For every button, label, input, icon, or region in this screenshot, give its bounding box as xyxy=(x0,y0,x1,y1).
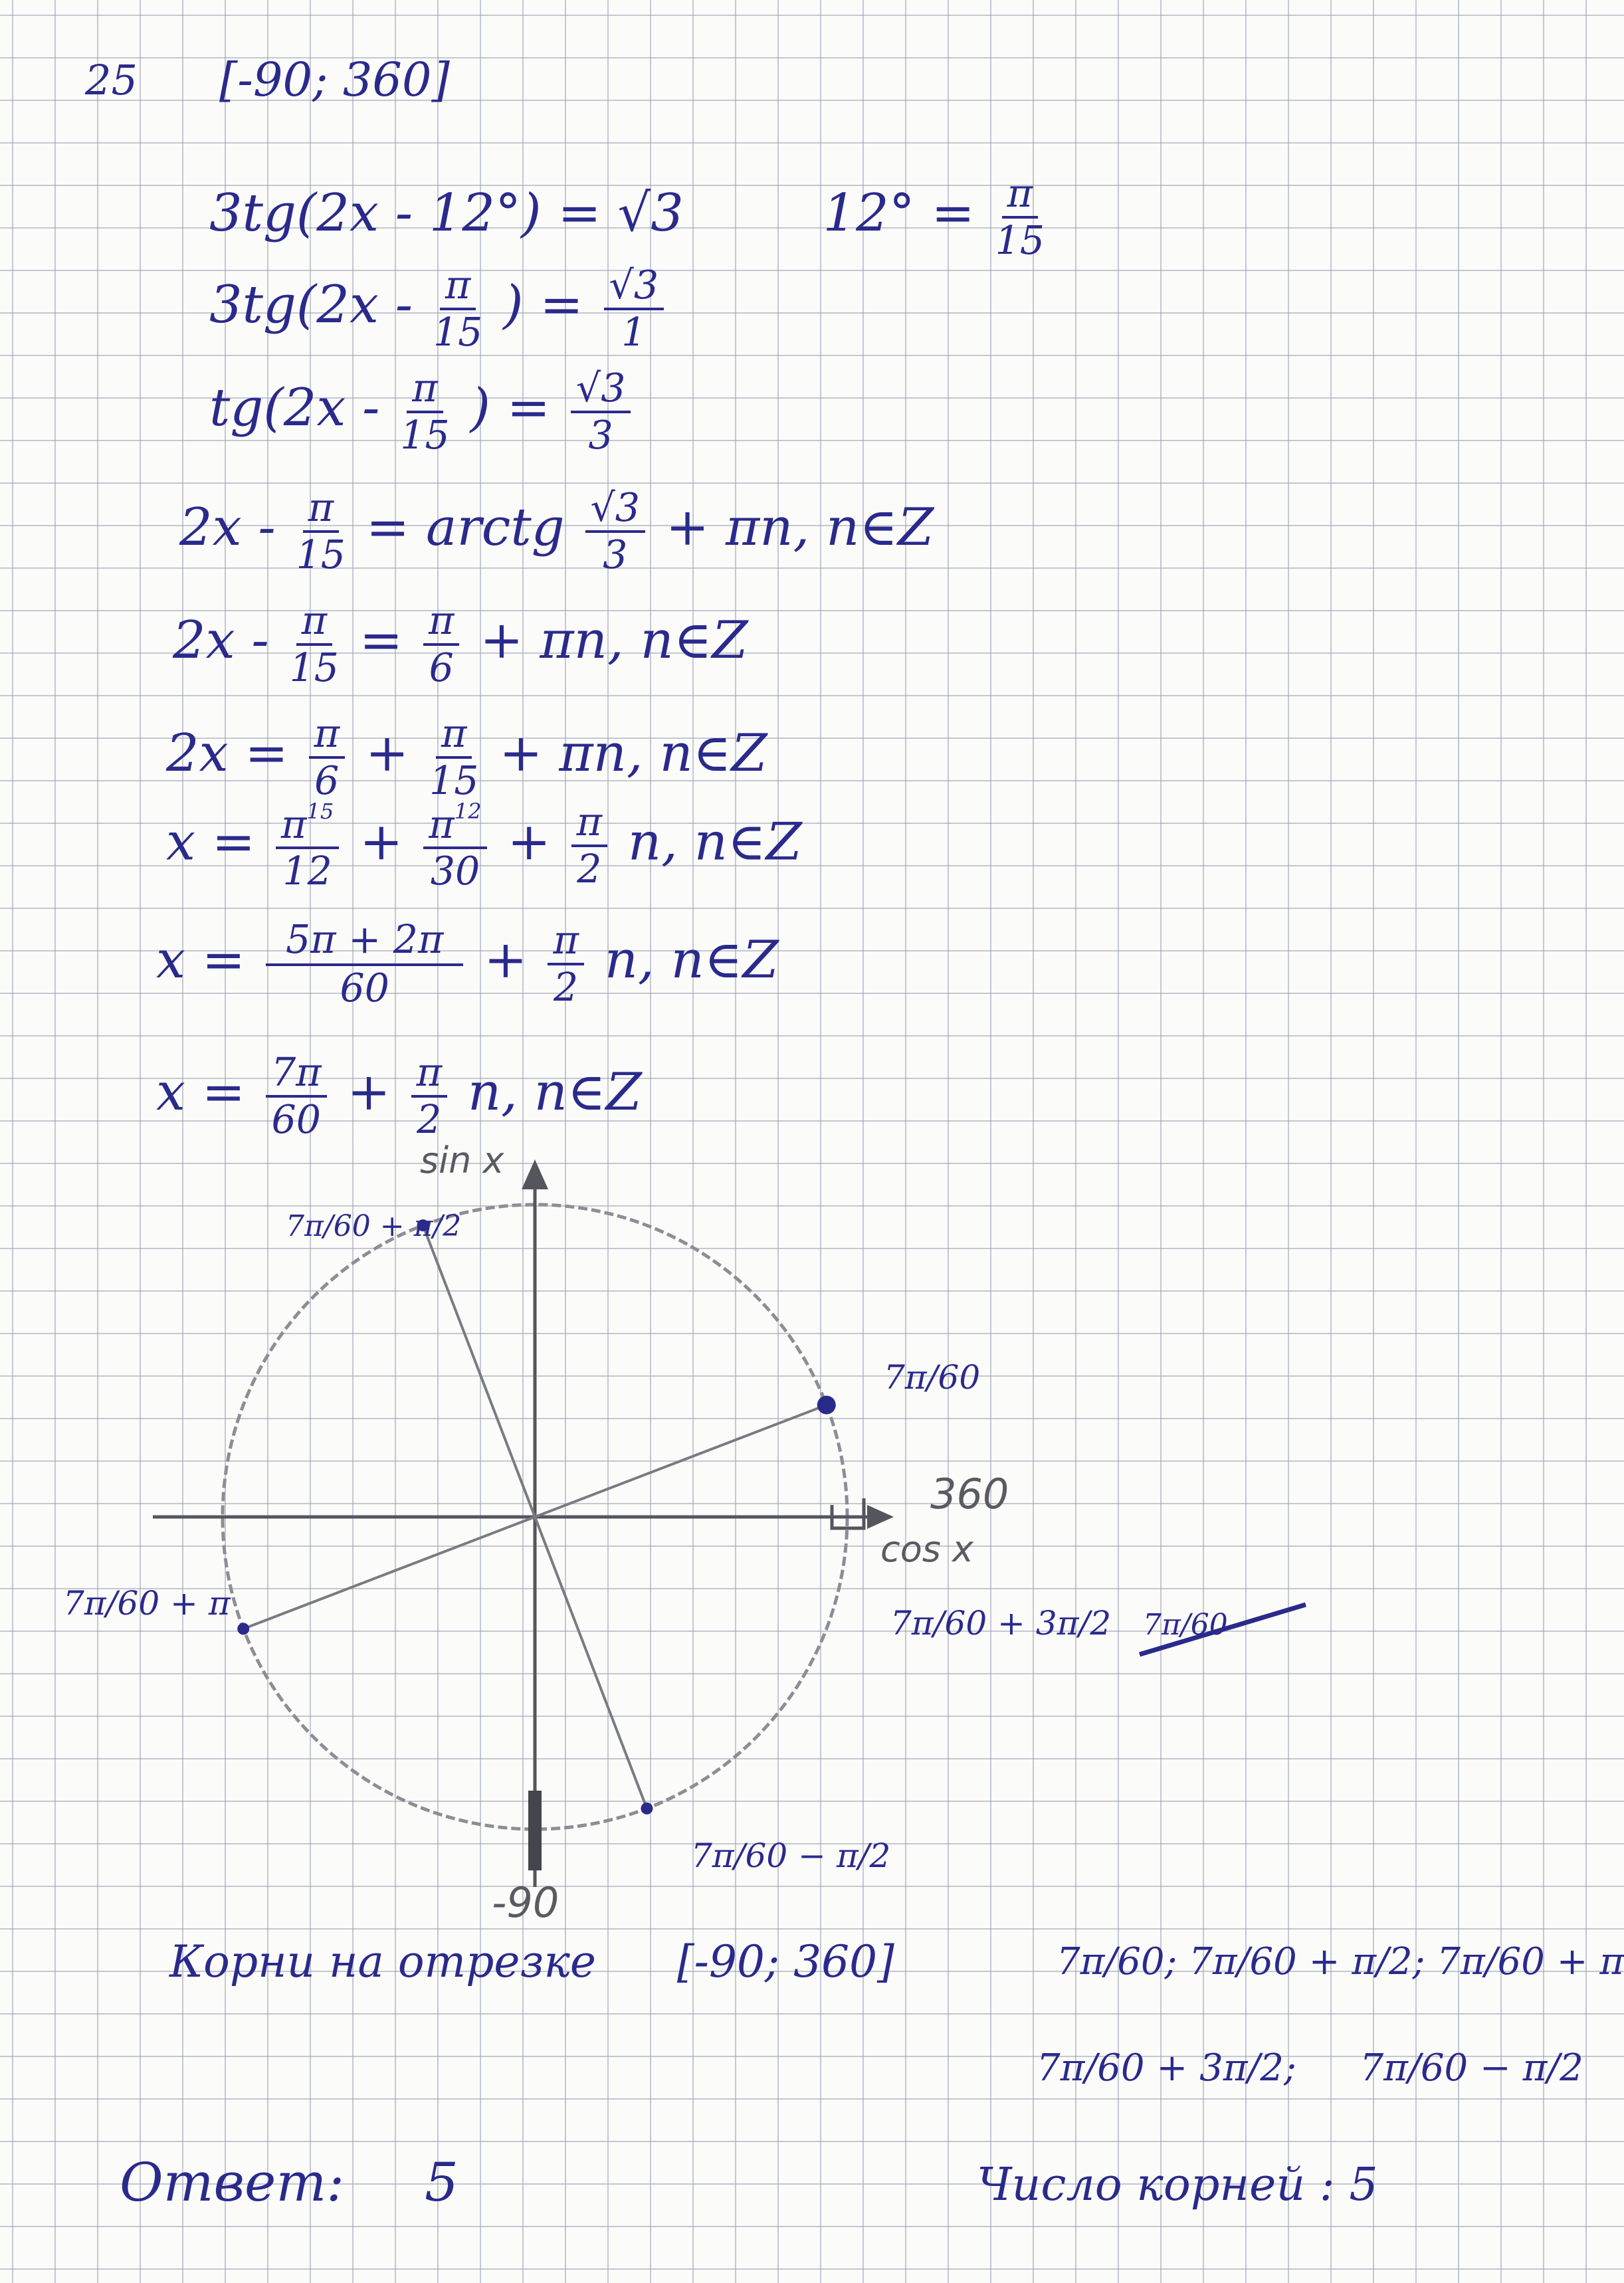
fraction-pi-15 xyxy=(433,262,483,355)
problem-interval: [-90; 360] xyxy=(219,52,450,107)
fraction-pi-2 xyxy=(548,918,583,1010)
eq7-lhs: x = xyxy=(166,812,256,872)
eq1-lhs: 3tg(2x - 12°) = √3 xyxy=(209,183,684,243)
roots-interval: [-90; 360] xyxy=(676,1936,894,1987)
eq8-plus: + xyxy=(484,930,528,990)
frac-num: √3 xyxy=(571,369,631,413)
sin-axis-label: sin x xyxy=(420,1140,504,1181)
eq7-tail: n, n∈Z xyxy=(627,812,802,872)
frac-den: 30 xyxy=(430,848,480,894)
frac-den: 15 xyxy=(433,309,483,355)
count-value: 5 xyxy=(1349,2159,1378,2211)
point-label-7pi-60: 7π/60 xyxy=(884,1358,981,1397)
multiplier-12: 12 xyxy=(454,799,482,824)
frac-num: π xyxy=(1002,174,1038,219)
fraction-pi-15 xyxy=(400,365,450,458)
answer-label: Ответ: xyxy=(120,2151,345,2213)
fraction-pi-12 xyxy=(276,799,339,894)
frac-den: 6 xyxy=(314,757,340,803)
frac-num: π xyxy=(296,601,332,646)
eq7-plus: + xyxy=(359,812,403,872)
fraction-pi-2 xyxy=(411,1050,447,1142)
eq8-tail: n, n∈Z xyxy=(604,930,779,990)
eq3-lhs: tg(2x - xyxy=(209,378,380,438)
radius-line xyxy=(243,1517,535,1629)
label-360: 360 xyxy=(930,1470,1009,1518)
frac-den: 15 xyxy=(995,217,1045,263)
fraction-7pi-60 xyxy=(266,1050,327,1142)
frac-den: 3 xyxy=(603,532,628,577)
multiplier-15: 15 xyxy=(306,799,334,824)
equation-line-1 xyxy=(209,171,1049,263)
pi: π xyxy=(280,801,307,847)
frac-num: 5π + 2π xyxy=(266,920,464,966)
frac-num: √3 xyxy=(604,266,664,310)
frac-num: π xyxy=(309,714,345,759)
cos-axis-arrow xyxy=(867,1505,894,1529)
fraction-pi-15 xyxy=(289,598,340,690)
root-5: 7π/60 − π/2 xyxy=(1360,2046,1583,2090)
frac-num: π xyxy=(411,1053,447,1098)
point-label-7pi-60-minus-pi-2: 7π/60 − π/2 xyxy=(691,1836,891,1875)
root-count-line xyxy=(977,2159,1378,2211)
eq5-equals: = xyxy=(359,611,403,670)
solution-point xyxy=(817,1396,836,1415)
frac-num: 7π xyxy=(266,1053,327,1098)
fraction-pi-2 xyxy=(571,799,607,892)
frac-num xyxy=(423,801,486,849)
fraction-pi-15 xyxy=(995,171,1045,263)
equation-line-7 xyxy=(166,799,802,894)
label-minus-90: -90 xyxy=(492,1878,559,1927)
roots-list-row-2 xyxy=(1037,2046,1583,2090)
eq5-lhs: 2x - xyxy=(173,611,269,670)
frac-den: 15 xyxy=(400,412,450,458)
problem-number: 25 xyxy=(85,56,138,104)
root-4: 7π/60 + 3π/2; xyxy=(1037,2046,1296,2090)
frac-den: 2 xyxy=(554,964,579,1010)
frac-num: π xyxy=(407,369,443,413)
radius-line xyxy=(535,1405,827,1517)
frac-den: 1 xyxy=(621,309,647,355)
eq7-plus2: + xyxy=(507,812,551,872)
eq6-tail: + πn, n∈Z xyxy=(499,724,767,783)
frac-num: π xyxy=(440,266,476,310)
root-3: 7π/60 + π xyxy=(1437,1940,1624,1983)
eq1-conversion: 12° = xyxy=(823,183,975,243)
equation-line-2 xyxy=(209,262,668,355)
root-2: 7π/60 + π/2; xyxy=(1189,1940,1425,1983)
unit-circle-diagram xyxy=(0,1130,1601,1953)
equation-line-4 xyxy=(179,485,934,577)
frac-num: √3 xyxy=(585,488,646,533)
fraction-sqrt3-3 xyxy=(585,485,646,577)
eq2-lhs: 3tg(2x - xyxy=(209,275,413,335)
frac-num: π xyxy=(303,488,339,533)
crossed-out-label: 7π/60 xyxy=(1143,1608,1228,1642)
frac-num: π xyxy=(571,803,607,847)
fraction-sqrt3-3 xyxy=(571,365,631,458)
radius-line xyxy=(423,1225,535,1517)
roots-label: Корни на отрезке xyxy=(169,1936,596,1987)
eq4-lhs: 2x - xyxy=(179,498,276,557)
eq4-tail: + πn, n∈Z xyxy=(665,498,934,557)
frac-den: 15 xyxy=(296,532,346,577)
fraction-pi-6 xyxy=(309,711,345,803)
sin-axis-arrow xyxy=(522,1159,548,1189)
radius-line xyxy=(535,1517,647,1809)
frac-num xyxy=(276,801,339,849)
equation-line-3 xyxy=(209,365,635,458)
frac-num: π xyxy=(423,601,459,646)
frac-den: 15 xyxy=(429,757,479,803)
eq6-plus: + xyxy=(365,724,409,783)
eq2-equals: ) = xyxy=(503,275,583,335)
frac-den: 3 xyxy=(588,412,613,458)
count-label: Число корней : xyxy=(977,2159,1335,2211)
frac-den: 60 xyxy=(340,965,389,1011)
eq6-lhs: 2x = xyxy=(166,724,288,783)
equation-line-8 xyxy=(156,917,779,1011)
equation-line-6 xyxy=(166,711,767,803)
eq9-lhs: x = xyxy=(156,1062,246,1122)
fraction-pi-15 xyxy=(429,711,479,803)
eq4-arctg: = arctg xyxy=(365,498,565,557)
frac-num: π xyxy=(548,921,583,965)
point-label-7pi-60-plus-pi-2: 7π/60 + π/2 xyxy=(286,1209,462,1243)
fraction-sqrt3-1 xyxy=(604,262,664,355)
root-1: 7π/60; xyxy=(1057,1940,1177,1983)
frac-den: 12 xyxy=(282,848,332,894)
fraction-pi-15 xyxy=(296,485,346,577)
eq9-tail: n, n∈Z xyxy=(467,1062,642,1122)
eq5-tail: + πn, n∈Z xyxy=(480,611,748,670)
eq8-lhs: x = xyxy=(156,930,246,990)
roots-list-row-1 xyxy=(1057,1940,1624,1983)
frac-den: 60 xyxy=(271,1096,321,1142)
equation-line-9 xyxy=(156,1050,642,1142)
point-label-7pi-60-plus-pi: 7π/60 + π xyxy=(63,1584,231,1623)
roots-statement xyxy=(169,1936,894,1987)
point-label-7pi-60-plus-3pi-2: 7π/60 + 3π/2 xyxy=(890,1604,1112,1642)
eq3-equals: ) = xyxy=(470,378,551,438)
solution-point xyxy=(237,1623,249,1635)
fraction-pi-6 xyxy=(423,598,459,690)
pi: π xyxy=(429,801,455,847)
frac-den: 15 xyxy=(289,645,340,690)
answer-line xyxy=(120,2151,458,2213)
minus-90-marker xyxy=(528,1791,542,1870)
frac-num: π xyxy=(436,714,472,759)
answer-value: 5 xyxy=(425,2151,458,2213)
fraction-pi-30 xyxy=(423,799,486,894)
frac-den: 6 xyxy=(429,645,454,690)
equation-line-5 xyxy=(173,598,748,690)
fraction-sum-60 xyxy=(266,917,464,1011)
cos-axis-label: cos x xyxy=(880,1528,973,1570)
eq9-plus: + xyxy=(347,1062,391,1122)
frac-den: 2 xyxy=(417,1096,442,1142)
solution-point xyxy=(641,1803,653,1815)
frac-den: 2 xyxy=(577,846,602,892)
